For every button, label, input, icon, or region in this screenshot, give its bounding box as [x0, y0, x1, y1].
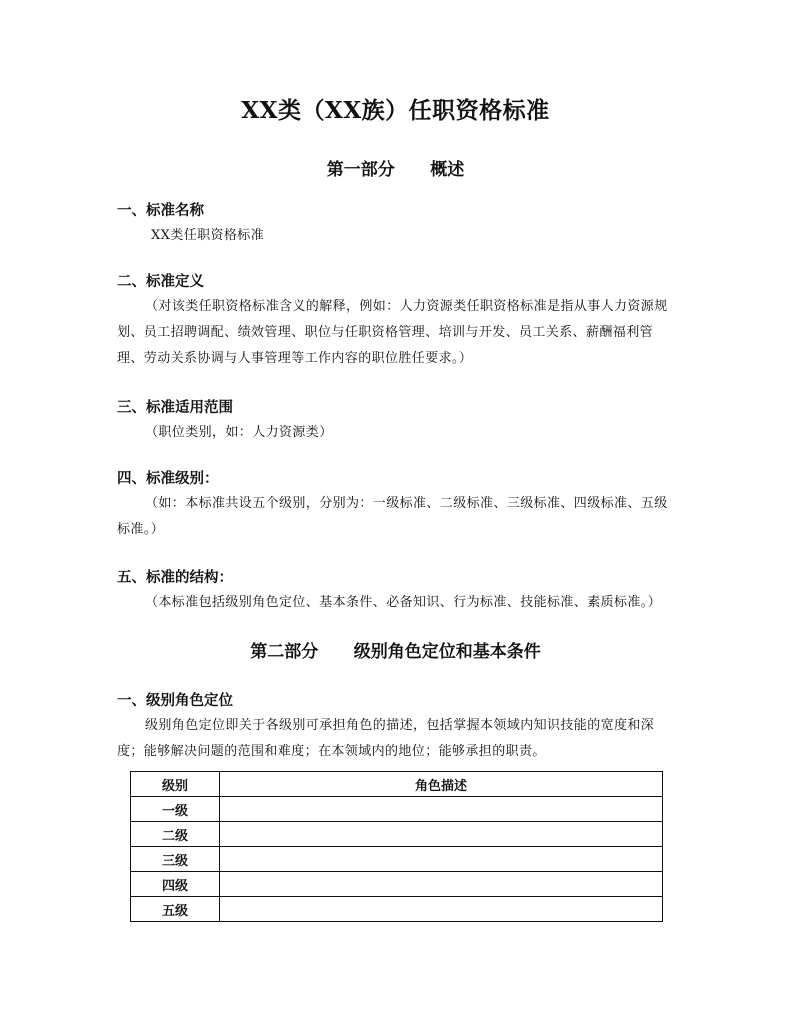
role-description-cell[interactable]	[220, 872, 663, 897]
part2-title: 第二部分 级别角色定位和基本条件	[250, 642, 541, 662]
role-description-cell[interactable]	[220, 847, 663, 872]
section-heading-definition: 二、标准定义	[117, 274, 204, 290]
section-text-scope: （职位类别，如：人力资源类）	[145, 425, 333, 440]
table-row	[131, 872, 663, 897]
section-heading-scope: 三、标准适用范围	[117, 400, 233, 416]
table-row	[131, 822, 663, 847]
section-text-structure: （本标准包括级别角色定位、基本条件、必备知识、行为标准、技能标准、素质标准。）	[145, 595, 662, 610]
table-row	[131, 847, 663, 872]
section-text-levels: （如：本标准共设五个级别，分别为：一级标准、二级标准、三级标准、四级标准、五级标准。）	[117, 496, 668, 537]
role-description-cell[interactable]	[220, 897, 663, 922]
level-cell: 一级	[131, 797, 220, 822]
header-level: 级别	[131, 772, 220, 797]
table-row	[131, 897, 663, 922]
level-cell: 五级	[131, 897, 220, 922]
section-text-definition: （对该类任职资格标准含义的解释，例如：人力资源类任职资格标准是指从事人力资源规划、员工招聘调配、绩效管理、职位与任职资格管理、培训与开发、员工关系、薪酬福利管理、劳动关系协调与人事管理等工作内容的职位胜任要求。）	[117, 299, 668, 366]
header-role-description: 角色描述	[220, 772, 663, 797]
document-title: XX类（XX族）任职资格标准	[241, 97, 550, 124]
section-text-name: XX类任职资格标准	[151, 228, 265, 243]
part1-title: 第一部分 概述	[326, 160, 465, 180]
level-role-table	[130, 771, 663, 922]
section-heading-structure: 五、标准的结构：	[117, 570, 233, 586]
section-heading-role: 一、级别角色定位	[117, 693, 233, 709]
section-heading-levels: 四、标准级别：	[117, 471, 219, 487]
level-cell: 二级	[131, 822, 220, 847]
section-text-role: 级别角色定位即关于各级别可承担角色的描述，包括掌握本领域内知识技能的宽度和深度；能够解决问题的范围和难度；在本领域内的地位；能够承担的职责。	[117, 718, 655, 759]
table-header-row	[131, 772, 663, 797]
role-description-cell[interactable]	[220, 822, 663, 847]
table-row	[131, 797, 663, 822]
section-heading-name: 一、标准名称	[117, 203, 204, 219]
role-description-cell[interactable]	[220, 797, 663, 822]
level-cell: 三级	[131, 847, 220, 872]
level-cell: 四级	[131, 872, 220, 897]
